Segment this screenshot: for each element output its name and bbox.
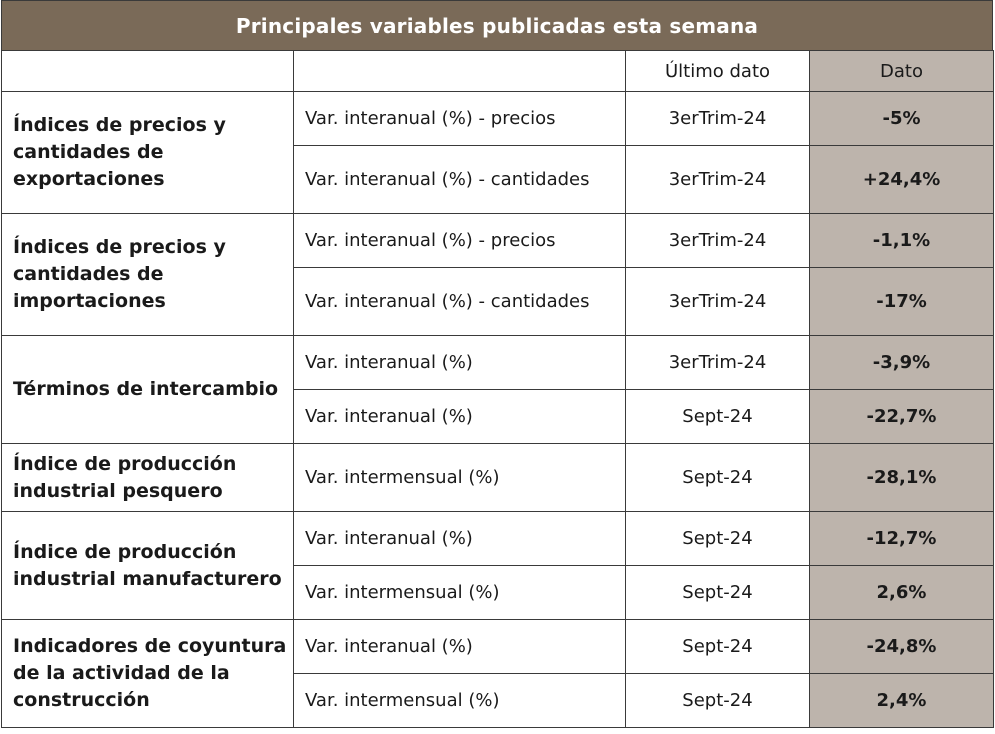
table-row <box>2 214 994 268</box>
period-cell: 3erTrim-24 <box>626 268 810 336</box>
table-row <box>2 512 994 566</box>
header-col-indicator <box>2 51 294 92</box>
metric-cell: Var. interanual (%) <box>294 620 626 674</box>
group-label-importaciones: Índices de precios y cantidades de importaciones <box>2 214 294 336</box>
value-cell: 2,6% <box>810 566 994 620</box>
group-label-construccion: Indicadores de coyuntura de la actividad de la construcción <box>2 620 294 728</box>
value-cell: -22,7% <box>810 390 994 444</box>
value-cell: -12,7% <box>810 512 994 566</box>
value-cell: -17% <box>810 268 994 336</box>
variables-table <box>1 50 994 728</box>
group-label-terminos-intercambio: Términos de intercambio <box>2 336 294 444</box>
period-cell: 3erTrim-24 <box>626 92 810 146</box>
metric-cell: Var. interanual (%) - cantidades <box>294 268 626 336</box>
group-label-pesquero: Índice de producción industrial pesquero <box>2 444 294 512</box>
value-cell: -1,1% <box>810 214 994 268</box>
metric-cell: Var. intermensual (%) <box>294 444 626 512</box>
metric-cell: Var. intermensual (%) <box>294 674 626 728</box>
table-row <box>2 620 994 674</box>
metric-cell: Var. intermensual (%) <box>294 566 626 620</box>
period-cell: Sept-24 <box>626 674 810 728</box>
table-row <box>2 92 994 146</box>
value-cell: 2,4% <box>810 674 994 728</box>
period-cell: Sept-24 <box>626 390 810 444</box>
period-cell: Sept-24 <box>626 620 810 674</box>
value-cell: -3,9% <box>810 336 994 390</box>
metric-cell: Var. interanual (%) - cantidades <box>294 146 626 214</box>
metric-cell: Var. interanual (%) <box>294 390 626 444</box>
value-cell: -28,1% <box>810 444 994 512</box>
header-col-value: Dato <box>810 51 994 92</box>
table-title: Principales variables publicadas esta semana <box>1 0 993 50</box>
period-cell: Sept-24 <box>626 512 810 566</box>
table-header-row <box>2 51 994 92</box>
value-cell: -5% <box>810 92 994 146</box>
table-row <box>2 444 994 512</box>
header-col-metric <box>294 51 626 92</box>
metric-cell: Var. interanual (%) <box>294 512 626 566</box>
period-cell: Sept-24 <box>626 566 810 620</box>
table-row <box>2 336 994 390</box>
metric-cell: Var. interanual (%) <box>294 336 626 390</box>
period-cell: 3erTrim-24 <box>626 214 810 268</box>
value-cell: -24,8% <box>810 620 994 674</box>
period-cell: 3erTrim-24 <box>626 146 810 214</box>
metric-cell: Var. interanual (%) - precios <box>294 92 626 146</box>
metric-cell: Var. interanual (%) - precios <box>294 214 626 268</box>
period-cell: Sept-24 <box>626 444 810 512</box>
value-cell: +24,4% <box>810 146 994 214</box>
group-label-exportaciones: Índices de precios y cantidades de exportaciones <box>2 92 294 214</box>
header-col-last-period: Último dato <box>626 51 810 92</box>
variables-table-container <box>1 0 993 733</box>
period-cell: 3erTrim-24 <box>626 336 810 390</box>
group-label-manufacturero: Índice de producción industrial manufacturero <box>2 512 294 620</box>
